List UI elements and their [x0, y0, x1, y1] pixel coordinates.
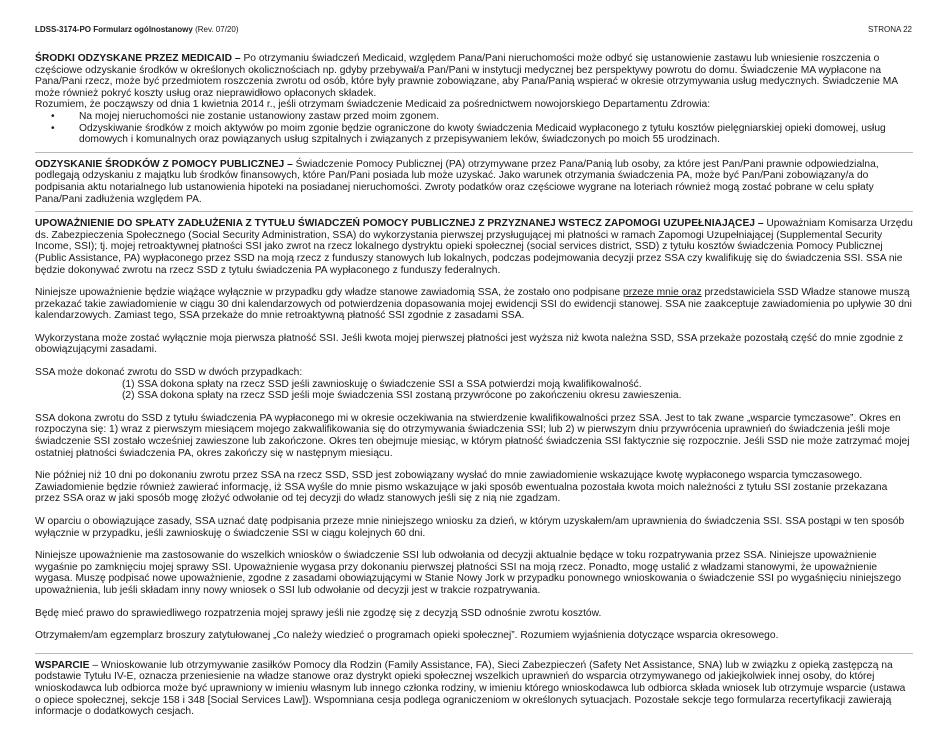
page-header — [35, 25, 912, 39]
list-item: • Odzyskiwanie środków z moich aktywów po moim zgonie będzie ograniczone do kwoty świadczenia Medicaid wypłaconego z tytułu kosztów pielęgniarskiej opieki domowej, usług domowych i komunalnych oraz powiązanych usług szpitalnych i związanych z przepisywaniem leków, świadczonych po moich 55 urodzinach. — [79, 123, 913, 146]
reimbursement-case-1: (1) SSA dokona spłaty na rzecz SSD jeśli zawnioskuję o świadczenie SSI a SSA potwierdzi moją kwalifikowalność. — [122, 378, 642, 390]
section-body: Po otrzymaniu świadczeń Medicaid, względem Pana/Pani nieruchomości może odbyć się ustanowienie zastawu lub wniesienie roszczenia o częściowe odzyskanie środków w określonych okolicznościach np. gdyby przebywał/a Pan/Pani w instytucji medycznej bez perspektywy powrotu do domu. Świadczenie MA wypłacone na Pana/Pani rzecz, może być przedmiotem roszczenia zwrotu od osób, które były prawnie zobowiązane, aby Pana/Panią wspierać w okresie otrzymywania usług medycznych. Świadczenie MA może również pokryć koszty usług oraz nieprawidłowo opłaconych składek. — [35, 53, 898, 99]
form-revision: (Rev. 07/20) — [195, 25, 239, 34]
form-content — [35, 53, 913, 718]
section-pa-recovery — [35, 159, 913, 205]
reimbursement-cases-intro: SSA może dokonać zwrotu do SSD w dwóch przypadkach: — [35, 367, 303, 379]
first-payment-paragraph: Wykorzystana może zostać wyłącznie moja pierwsza płatność SSI. Jeśli kwota mojej pierwszej płatności jest wyższa niż kwota należna SSD, SSA przekaże pozostałą część do mnie zgodnie z obowiązującymi zasadami. — [35, 332, 904, 356]
section-heading: ŚRODKI ODZYSKANE PRZEZ MEDICAID – — [35, 53, 241, 64]
binding-text-underlined: przeze mnie oraz — [623, 287, 702, 299]
binding-paragraph — [35, 287, 913, 322]
section-body: Upoważniam Komisarza Urzędu ds. Zabezpieczenia Społecznego (Social Security Administration, SSA) do wykorzystania pierwszej przysługującej mi płatności w ramach Zapomogi Uzupełniającej (Supplemental Security Income, SSI); tj. mojej retroaktywnej płatności SSI jako zwrot na rzecz lokalnego dystryktu opieki społecznej (social services district, SSD) z tytułu kosztów świadczenia Pomocy Publicznej (Public Assistance, PA) wypłaconego przez SSD na moją rzecz z funduszy stanowych lub lokalnych, podczas podejmowania decyzji przez SSA czy kwalifikuję się do świadczenia SSI. SSA nie będzie dokonywać zwrotu na rzecz SSD z tytułu świadczenia PA wypłaconego z funduszy federalnych. — [35, 218, 913, 276]
section-heading: UPOWAŻNIENIE DO SPŁATY ZADŁUŻENIA Z TYTUŁU ŚWIADCZEŃ POMOCY PUBLICZNEJ Z PRZYZNANEJ WSTECZ ZAPOMOGI UZUPEŁNIAJĄCEJ – — [35, 218, 764, 230]
section-medicaid-recovery — [35, 53, 913, 146]
section-body: – Wnioskowanie lub otrzymywanie zasiłków Pomocy dla Rodzin (Family Assistance, FA), Sieci Zabezpieczeń (Safety Net Assistance, SNA) lub w związku z opieką zastępczą na podstawie Tytułu IV-E, oznacza przeniesienie na władze stanowe oraz dystrykt opieki społecznej wszelkich uprawnień do wsparcia otrzymywanego od jakiejkolwiek innej osoby, do której wnioskodawca lub odbiorca może być uprawniony w imieniu własnym lub innego członka rodziny, w imieniu którego wnioskodawca lub odbiorca składa wniosek lub otrzymuje wsparcie (ustawa o opiece społecznej, sekcje 158 i 348 [Social Services Law]). Wspomniana cesja podlega ograniczeniom w określonych sytuacjach. Pozostałe sekcje tego formularza recertyfikacji zawierają informacje o dodatkowych cesjach. — [35, 659, 906, 718]
binding-text-a: Niniejsze upoważnienie będzie wiążące wyłącznie w przypadku gdy władze stanowe zawiadomią SSA, że zostało ono podpisane — [35, 287, 623, 299]
section-body: Świadczenie Pomocy Publicznej (PA) otrzymywane przez Pana/Panią lub osoby, za które jest Pan/Pani prawnie odpowiedzialna, podlegają odzyskaniu z majątku lub środków finansowych, które Pan/Pani posiada lub może uzyskać. Jako warunek otrzymania świadczenia PA, może być Pan/Pani zobowiązany/a do podpisania aktu notarialnego lub ustanowienia hipoteki na posiadanej nieruchomości. Zwroty podatków oraz częściowe wygrane na loteriach również mogą zostać pobrane w celu spłaty Pana/Pani zadłużenia względem PA. — [35, 158, 879, 205]
reimbursement-case-2: (2) SSA dokona spłaty na rzecz SSD jeśli moje świadczenia SSI zostaną przywrócone po zakończeniu okresu zawieszenia. — [122, 390, 682, 402]
medicaid-bullet-list — [35, 111, 913, 146]
interim-assistance-paragraph: SSA dokona zwrotu do SSD z tytułu świadczenia PA wypłaconego mi w okresie oczekiwania na stwierdzenie kwalifikowalności przez SSA. Jest to tak zwane „wsparcie tymczasowe”. Okres en rozpoczyna się: 1) wraz z pierwszym miesiącem mojego zakwalifikowania się do otrzymywania świadczenia SSI; lub 2) w pierwszym dniu przywrócenia uprawnień do świadczenia jeśli moje świadczenie SSI zostało wcześniej zawieszone lub zakończone. Okres ten obejmuje miesiąc, w którym płatność świadczenia SSI faktycznie się rozpocznie. Jeśli SSD nie może zatrzymać mojej ostatniej płatności świadczenia PA, okres zakończy się w następnym miesiącu. — [35, 412, 910, 459]
medicaid-recovery-paragraph — [35, 53, 913, 99]
medicaid-intro: Rozumiem, że począwszy od dnia 1 kwietnia 2014 r., jeśli otrzymam świadczenie Medicaid za pośrednictwem nowojorskiego Departamentu Zdrowia: — [35, 99, 711, 111]
pa-recovery-paragraph — [35, 159, 913, 205]
section-heading: WSPARCIE — [35, 659, 90, 671]
ssi-authorization-paragraph — [35, 218, 913, 276]
form-title: Formularz ogólnostanowy — [93, 25, 193, 34]
applicability-paragraph: Niniejsze upoważnienie ma zastosowanie do wszelkich wniosków o świadczenie SSI lub odwołania od decyzji aktualnie będące w toku rozpatrywania przez SSA. Niniejsze upoważnienie wygaśnie po zamknięciu mojej sprawy SSI. Upoważnienie wygasa przy dokonaniu pierwszej płatności SSI na moją rzecz. Ponadto, mogę ustalić z władzami stanowymi, że upoważnienie wygasa. Muszę podpisać nowe upoważnienie, zgodne z zasadami obowiązującymi w Stanie Nowy Jork w przypadku ponownego wnioskowania o świadczenie SSI po wygaśnięciu niniejszego upoważnienia, lub jeśli składam inny nowy wniosek o SSI lub odwołanie od decyzji jest w trakcie rozpatrywania. — [35, 550, 902, 596]
support-paragraph — [35, 660, 913, 718]
fair-hearing-paragraph: Będę mieć prawo do sprawiedliwego rozpatrzenia mojej sprawy jeśli nie zgodzę się z decyzją SSD odnośnie zwrotu kosztów. — [35, 607, 602, 619]
section-heading: ODZYSKANIE ŚRODKÓW Z POMOCY PUBLICZNEJ – — [35, 158, 293, 170]
notice-paragraph: Nie później niż 10 dni po dokonaniu zwrotu przez SSA na rzecz SSD, SSD jest zobowiązany wysłać do mnie zawiadomienie wskazujące kwotę wypłaconego wsparcia tymczasowego. Zawiadomienie będzie również zawierać informację, iż SSA wyśle do mnie pismo wskazujące w jaki sposób ewentualna pozostała kwota moich należności z tytułu SSI zostanie przekazana przez SSA oraz w jaki sposób mogę złożyć odwołanie od tej decyzji do władz stanowych jeśli się z nią nie zgadzam. — [35, 470, 888, 505]
binding-text-b: przedstawiciela SSD Władze stanowe muszą przekazać takie zawiadomienie w ciągu 30 dni kalendarzowych od potwierdzenia dopasowania mojej ewidencji SSI do ewidencji stanowej. SSA nie zaakceptuje zawiadomienia po upływie 30 dni kalendarzowych. Zamiast tego, SSA przekaże do mnie retroaktywną płatność SSI zgodnie z zasadami SSA. — [35, 287, 912, 322]
section-support — [35, 660, 913, 718]
brochure-paragraph: Otrzymałem/am egzemplarz broszury zatytułowanej „Co należy wiedzieć o programach opieki społecznej”. Rozumiem wyjaśnienia dotyczące wsparcia okresowego. — [35, 630, 779, 642]
list-item: • Na mojej nieruchomości nie zostanie ustanowiony zastaw przed moim zgonem. — [79, 111, 913, 123]
form-identifier — [35, 25, 239, 34]
filing-date-paragraph: W oparciu o obowiązujące zasady, SSA uznać datę podpisania przeze mnie niniejszego wniosku za dzień, w którym uzyskałem/am uprawnienia do świadczenia SSI. SSA postąpi w ten sposób wyłącznie w przypadku, jeśli zawnioskuję o świadczenie SSI w ciągu kolejnych 60 dni. — [35, 516, 905, 539]
form-code: LDSS-3174-PO — [35, 25, 92, 34]
section-ssi-authorization — [35, 218, 913, 642]
page-number: STRONA 22 — [867, 25, 912, 34]
